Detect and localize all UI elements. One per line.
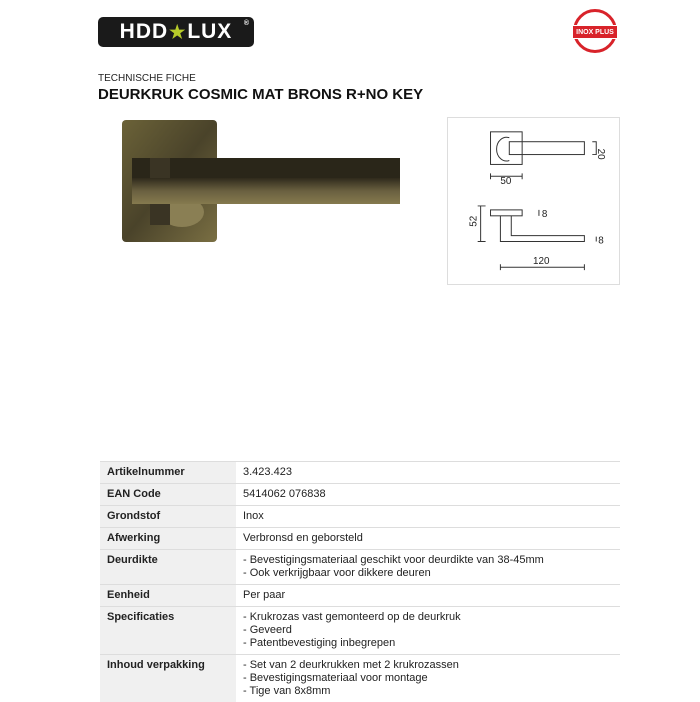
spec-label: Grondstof [100,506,236,528]
spec-label: Inhoud verpakking [100,655,236,702]
brand-logo: HDD ★ LUX ® [98,17,254,47]
spec-value: - Krukrozas vast gemonteerd op de deurkruk - Geveerd - Patentbevestiging inbegrepen [236,607,620,655]
spec-row [100,506,620,528]
spec-row [100,607,620,655]
spec-row [100,484,620,506]
spec-row [100,585,620,607]
spec-label: Specificaties [100,607,236,655]
spec-value: Inox [236,506,620,528]
dim-lever-length: 120 [533,256,550,267]
spec-label: Eenheid [100,585,236,607]
spec-value: - Set van 2 deurkrukken met 2 krukrozassen - Bevestigingsmateriaal voor montage - Tige van 8x8mm [236,655,620,702]
spec-row [100,655,620,702]
spec-value: Verbronsd en geborsteld [236,528,620,550]
dim-height: 20 [595,149,606,160]
dim-rose-thickness: 8 [542,209,548,220]
spec-value: 3.423.423 [236,462,620,484]
spec-label: Afwerking [100,528,236,550]
product-photo [110,115,410,250]
page-title: DEURKRUK COSMIC MAT BRONS R+NO KEY [98,86,423,103]
spec-table [100,461,620,702]
spec-row [100,462,620,484]
spec-label: EAN Code [100,484,236,506]
spec-row [100,550,620,585]
spec-value: Per paar [236,585,620,607]
dim-projection: 52 [469,216,480,227]
subtitle: TECHNISCHE FICHE [98,73,196,84]
spec-value: - Bevestigingsmateriaal geschikt voor deurdikte van 38-45mm - Ook verkrijgbaar voor dikkere deuren [236,550,620,585]
spec-value: 5414062 076838 [236,484,620,506]
dim-lever-thickness: 8 [598,235,604,246]
spec-row [100,528,620,550]
inox-plus-badge: INOX PLUS [573,9,617,53]
spec-label: Artikelnummer [100,462,236,484]
spec-label: Deurdikte [100,550,236,585]
dimension-drawing [447,117,620,285]
dim-rose-width: 50 [500,176,511,187]
